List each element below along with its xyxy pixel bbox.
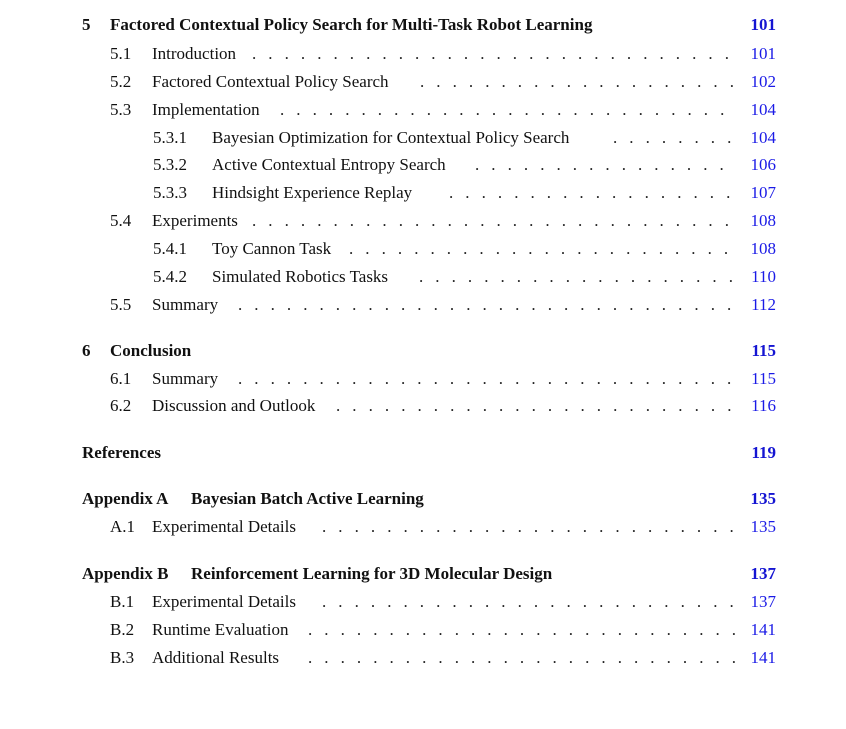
dot-leader: [475, 153, 736, 177]
dot-leader: [252, 42, 736, 66]
page-number-link[interactable]: 104: [750, 128, 776, 147]
subsection-number: 5.3.2: [153, 155, 187, 174]
dot-leader: [449, 181, 736, 205]
section-title: Experimental Details: [152, 592, 296, 611]
subsection-title: Simulated Robotics Tasks: [212, 267, 389, 286]
page-number-link[interactable]: 107: [750, 183, 776, 202]
dot-leader: [336, 394, 736, 418]
page-number-link[interactable]: 116: [751, 396, 776, 415]
toc-entry-section[interactable]: [110, 209, 776, 233]
section-number: 5.2: [110, 72, 132, 91]
subsection-title: Bayesian Optimization for Contextual Policy Search: [212, 128, 570, 147]
dot-leader: [252, 209, 736, 233]
section-number: B.1: [110, 592, 135, 611]
section-number: 6.2: [110, 396, 132, 415]
page-number-link[interactable]: 104: [750, 100, 776, 119]
appendix-title: Reinforcement Learning for 3D Molecular Design: [191, 564, 553, 583]
toc-entry-appendix-b[interactable]: [82, 562, 776, 586]
section-number: 5.1: [110, 44, 132, 63]
chapter-title: Conclusion: [110, 341, 192, 360]
page-number-link[interactable]: 101: [750, 44, 776, 63]
appendix-title: Bayesian Batch Active Learning: [191, 489, 424, 508]
section-number: 6.1: [110, 369, 132, 388]
toc-entry-appendix-a[interactable]: [82, 487, 776, 511]
page-number-link[interactable]: 101: [750, 15, 776, 34]
page-number-link[interactable]: 141: [750, 620, 776, 639]
section-title: Introduction: [152, 44, 237, 63]
dot-leader: [613, 126, 736, 150]
section-title: Additional Results: [152, 648, 280, 667]
toc-entry-section[interactable]: [110, 590, 776, 614]
section-number: 5.4: [110, 211, 132, 230]
page-number-link[interactable]: 112: [751, 295, 776, 314]
dot-leader: [308, 618, 736, 642]
subsection-number: 5.3.1: [153, 128, 187, 147]
dot-leader: [238, 293, 736, 317]
toc-entry-section[interactable]: [110, 293, 776, 317]
section-title: Discussion and Outlook: [152, 396, 316, 415]
toc-entry-section[interactable]: [110, 618, 776, 642]
page-number-link[interactable]: 108: [750, 211, 776, 230]
section-number: A.1: [110, 517, 136, 536]
section-number: 5.5: [110, 295, 132, 314]
subsection-number: 5.3.3: [153, 183, 187, 202]
page-number-link[interactable]: 135: [750, 489, 776, 508]
dot-leader: [308, 646, 736, 670]
section-title: Implementation: [152, 100, 260, 119]
page-number-link[interactable]: 119: [751, 443, 776, 462]
section-title: Experimental Details: [152, 517, 296, 536]
section-number: 5.3: [110, 100, 132, 119]
page-number-link[interactable]: 102: [750, 72, 776, 91]
toc-entry-section[interactable]: [110, 42, 776, 66]
subsection-number: 5.4.1: [153, 239, 187, 258]
toc-entry-references[interactable]: [82, 441, 776, 465]
page-number-link[interactable]: 137: [750, 592, 776, 611]
toc-entry-subsection[interactable]: [153, 153, 776, 177]
appendix-label: Appendix B: [82, 564, 169, 583]
section-title: Factored Contextual Policy Search: [152, 72, 389, 91]
section-number: B.2: [110, 620, 135, 639]
toc-entry-section[interactable]: [110, 515, 776, 539]
dot-leader: [238, 367, 736, 391]
page-number-link[interactable]: 135: [750, 517, 776, 536]
page-number-link[interactable]: 115: [751, 369, 776, 388]
subsection-title: Hindsight Experience Replay: [212, 183, 413, 202]
section-title: Summary: [152, 295, 219, 314]
page-number-link[interactable]: 110: [751, 267, 776, 286]
chapter-title: Factored Contextual Policy Search for Multi-Task Robot Learning: [110, 15, 593, 34]
toc-entry-subsection[interactable]: [153, 265, 776, 289]
section-title: Experiments: [152, 211, 238, 230]
toc-entry-section[interactable]: [110, 394, 776, 418]
chapter-number: 5: [82, 15, 91, 34]
toc-entry-subsection[interactable]: [153, 126, 776, 150]
toc-entry-chapter-5[interactable]: [82, 13, 776, 37]
toc-entry-section[interactable]: [110, 646, 776, 670]
toc-entry-section[interactable]: [110, 367, 776, 391]
dot-leader: [420, 70, 736, 94]
page-number-link[interactable]: 141: [750, 648, 776, 667]
dot-leader: [280, 98, 736, 122]
section-title: Summary: [152, 369, 219, 388]
page-number-link[interactable]: 137: [750, 564, 776, 583]
chapter-title: References: [82, 443, 161, 462]
dot-leader: [349, 237, 736, 261]
page-number-link[interactable]: 106: [750, 155, 776, 174]
section-title: Runtime Evaluation: [152, 620, 289, 639]
page-number-link[interactable]: 115: [751, 341, 776, 360]
toc-entry-subsection[interactable]: [153, 181, 776, 205]
dot-leader: [322, 590, 736, 614]
subsection-number: 5.4.2: [153, 267, 187, 286]
page-number-link[interactable]: 108: [750, 239, 776, 258]
dot-leader: [419, 265, 736, 289]
section-number: B.3: [110, 648, 135, 667]
toc-entry-subsection[interactable]: [153, 237, 776, 261]
appendix-label: Appendix A: [82, 489, 169, 508]
subsection-title: Toy Cannon Task: [212, 239, 332, 258]
chapter-number: 6: [82, 341, 91, 360]
subsection-title: Active Contextual Entropy Search: [212, 155, 446, 174]
toc-entry-section[interactable]: [110, 98, 776, 122]
dot-leader: [322, 515, 736, 539]
toc-entry-section[interactable]: [110, 70, 776, 94]
toc-entry-chapter-6[interactable]: [82, 339, 776, 363]
